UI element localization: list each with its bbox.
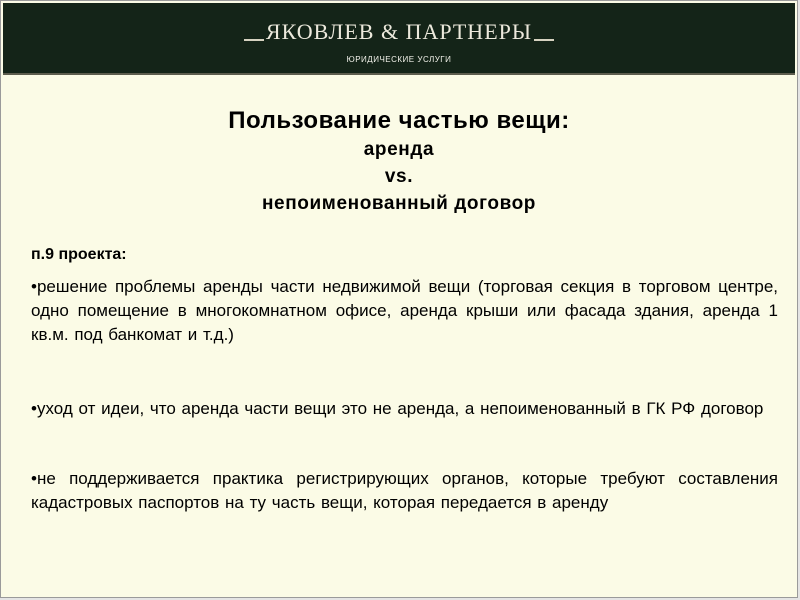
- title-line-2: аренда: [363, 139, 435, 160]
- brand-logo: [3, 20, 795, 50]
- brand-underline-right: [534, 39, 554, 41]
- bullet-item: •уход от идеи, что аренда части вещи это не аренда, а непоименованный в ГК РФ договор: [31, 399, 764, 418]
- brand-subtitle: ЮРИДИЧЕСКИЕ УСЛУГИ: [346, 55, 452, 64]
- title-line-1: Пользование частью вещи:: [228, 107, 570, 134]
- header-banner: [3, 3, 795, 75]
- title-line-4: непоименованный договор: [261, 193, 537, 214]
- lead-text: п.9 проекта:: [31, 246, 127, 263]
- bullet-item: •не поддерживается практика регистрирующих органов, которые требуют составления кадастровых паспортов на ту часть вещи, которая передается в аренду: [31, 469, 778, 512]
- title-line-3: vs.: [384, 166, 414, 187]
- bullet-item: •решение проблемы аренды части недвижимой вещи (торговая секция в торговом центре, одно помещение в многокомнатном офисе, аренда крыши или фасада здания, аренда 1 кв.м. под банкомат и т.д.): [31, 277, 778, 344]
- slide-title: [1, 106, 797, 217]
- brand-name: ЯКОВЛЕВ & ПАРТНЕРЫ: [265, 19, 533, 44]
- brand-underline-left: [244, 39, 264, 41]
- slide-body: [31, 243, 778, 515]
